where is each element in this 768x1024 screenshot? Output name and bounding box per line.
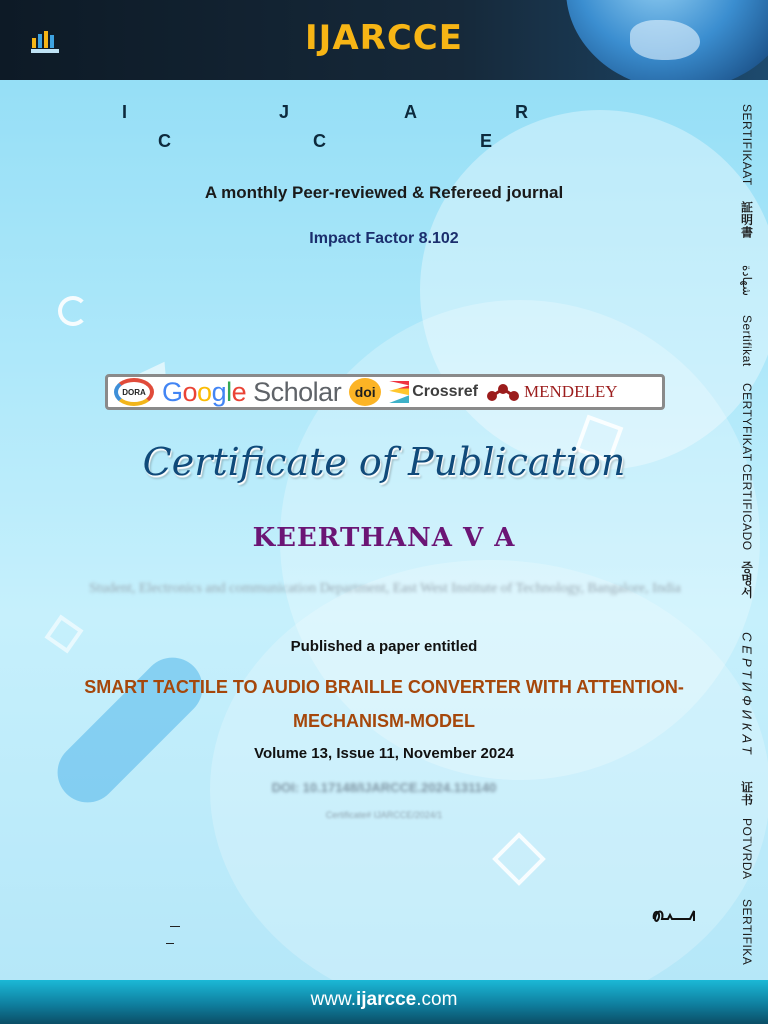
google-scholar-letter: e [231, 376, 247, 407]
google-scholar-word: Scholar [246, 376, 342, 407]
side-word: POTVRDA [740, 818, 754, 880]
signature-line [170, 926, 180, 927]
mendeley-label: MENDELEY [524, 382, 618, 401]
google-scholar-letter: o [182, 376, 198, 407]
side-word: CERTIFICADO [740, 463, 754, 551]
certificate-title: Certificate of Publication [142, 440, 626, 484]
acronym-letter: R [515, 102, 528, 122]
dora-logo: DORA [114, 378, 154, 406]
side-word: SERTIFIKAAT [740, 104, 754, 186]
doi-number: DOI: 10.17148/IJARCCE.2024.131140 [271, 780, 497, 795]
journal-title: IJARCCE [305, 18, 463, 58]
published-line: Published a paper entitled [290, 638, 478, 655]
side-word: Sertifikat [740, 314, 754, 367]
certificate-header [0, 0, 768, 80]
acronym-letter: J [279, 102, 290, 122]
google-scholar-letter: o [197, 376, 212, 407]
certificate-number: Certificate# IJARCCE/2024/1 [325, 810, 443, 820]
google-scholar-letter: l [226, 376, 232, 407]
author-affiliation: Student, Electronics and communication Department, East West Institute of Technology, Bangalore, India [89, 581, 681, 596]
mendeley-icon [486, 381, 520, 403]
background-ring [58, 296, 88, 326]
acronym-letter: C [158, 131, 171, 151]
side-word: 증명서 [739, 561, 754, 599]
doi-logo: doi [349, 378, 381, 406]
acronym-letter: E [480, 131, 493, 151]
acronym-letter: I [122, 102, 128, 122]
journal-tagline: A monthly Peer-reviewed & Refereed journal [204, 183, 564, 202]
side-word: 証明書 [739, 201, 754, 239]
website-prefix: www. [310, 989, 356, 1010]
indexing-logos [105, 374, 665, 410]
side-word: شهادة [740, 264, 754, 296]
google-scholar-logo [162, 377, 341, 408]
crossref-logo [389, 381, 478, 403]
author-name: KEERTHANA V A [252, 523, 516, 553]
crossref-label: Crossref [412, 383, 479, 400]
website-link[interactable] [0, 989, 768, 1011]
crossref-icon [389, 381, 409, 403]
side-certificate-words [726, 100, 768, 970]
website-domain: ijarcce [355, 989, 417, 1010]
volume-issue: Volume 13, Issue 11, November 2024 [254, 745, 514, 762]
acronym-letter: C [313, 131, 326, 151]
side-word: СЕРТИФИКАТ [739, 632, 755, 758]
editor-signature [650, 905, 704, 927]
google-scholar-letter: G [162, 376, 183, 407]
side-word: SERTIFIKA [740, 898, 754, 966]
mendeley-logo [486, 381, 617, 403]
impact-factor: Impact Factor 8.102 [309, 230, 459, 247]
side-word: CERTYFIKAT [740, 382, 754, 462]
side-word: 证书 [739, 780, 754, 806]
google-scholar-letter: g [211, 376, 227, 407]
acronym-letter: A [404, 102, 417, 122]
signature-line [166, 943, 174, 944]
website-suffix: .com [416, 989, 458, 1010]
paper-title: SMART TACTILE TO AUDIO BRAILLE CONVERTER WITH ATTENTION-MECHANISM-MODEL [84, 677, 684, 731]
